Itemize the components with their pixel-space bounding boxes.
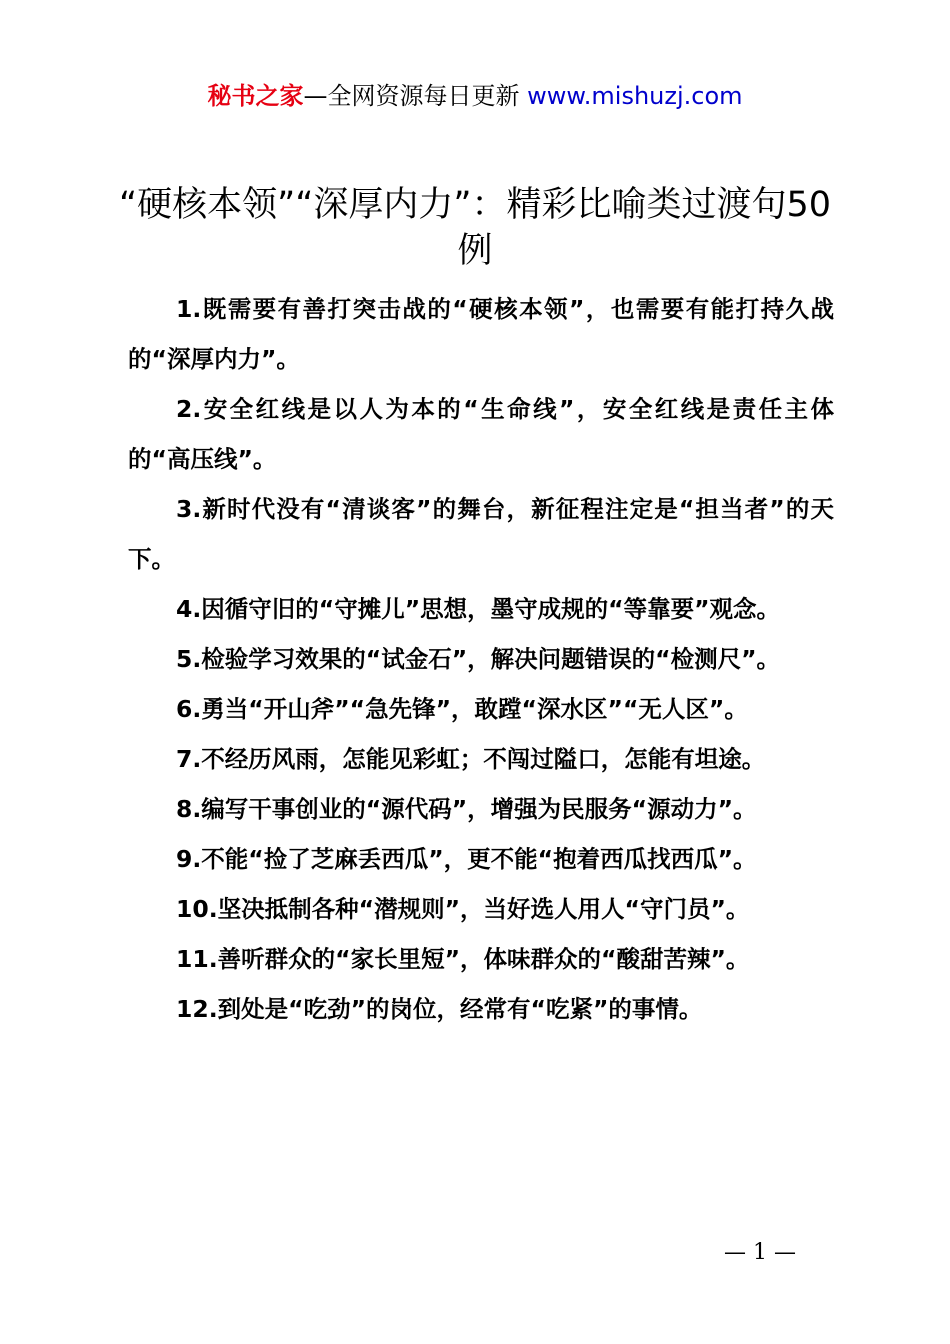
list-item: 9.不能“捡了芝麻丢西瓜”，更不能“抱着西瓜找西瓜”。 [176,845,757,873]
site-header [0,80,950,112]
list-item: 7.不经历风雨，怎能见彩虹；不闯过隘口，怎能有坦途。 [176,745,766,773]
site-url-link[interactable]: www.mishuzj.com [527,82,743,110]
site-tagline: —全网资源每日更新 [303,82,520,110]
item-list [128,284,834,1034]
list-item: 11.善听群众的“家长里短”，体味群众的“酸甜苦辣”。 [176,945,750,973]
document-title: “硬核本领”“深厚内力”：精彩比喻类过渡句50例 [118,185,832,271]
list-item: 2.安全红线是以人为本的“生命线”，安全红线是责任主体的“高压线”。 [128,395,834,473]
list-item: 5.检验学习效果的“试金石”，解决问题错误的“检测尺”。 [176,645,781,673]
list-item: 8.编写干事创业的“源代码”，增强为民服务“源动力”。 [176,795,757,823]
list-item: 12.到处是“吃劲”的岗位，经常有“吃紧”的事情。 [176,995,703,1023]
list-item: 10.坚决抵制各种“潜规则”，当好选人用人“守门员”。 [176,895,750,923]
list-item: 3.新时代没有“清谈客”的舞台，新征程注定是“担当者”的天下。 [128,495,834,573]
list-item: 1.既需要有善打突击战的“硬核本领”，也需要有能打持久战的“深厚内力”。 [128,295,834,373]
site-brand: 秘书之家 [207,82,304,110]
page-number: — 1 — [724,1240,796,1265]
list-item: 4.因循守旧的“守摊儿”思想，墨守成规的“等靠要”观念。 [176,595,781,623]
list-item: 6.勇当“开山斧”“急先锋”，敢蹚“深水区”“无人区”。 [176,695,748,723]
